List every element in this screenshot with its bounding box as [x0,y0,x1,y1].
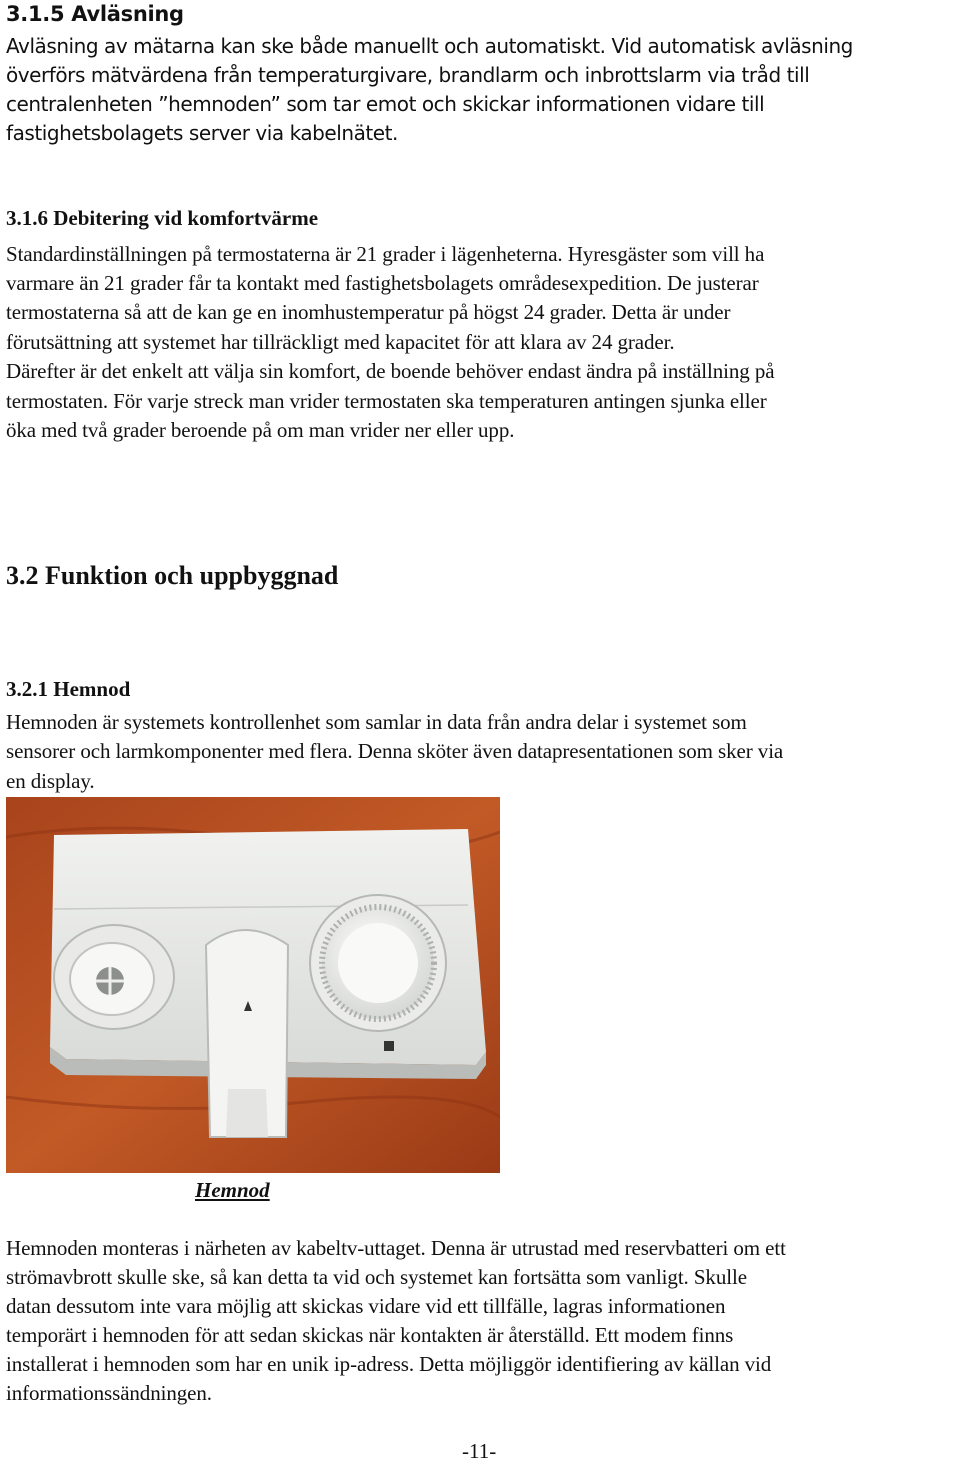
heading-3-2-1: 3.2.1 Hemnod [6,677,131,701]
heading-3-1-5: 3.1.5 Avläsning [6,2,184,26]
paragraph-line: förutsättning att systemet har tillräckligt med kapacitet för att klara av 24 grader. [6,330,675,354]
paragraph-line: datan dessutom inte vara möjlig att skickas vidare vid ett tillfälle, lagras informationen [6,1294,726,1318]
paragraph-line: temporärt i hemnoden för att sedan skickas när kontakten är återställd. Ett modem finns [6,1323,734,1347]
paragraph-line: Standardinställningen på termostaterna är 21 grader i lägenheterna. Hyresgäster som vill ha [6,242,765,266]
paragraph-line: Därefter är det enkelt att välja sin komfort, de boende behöver endast ändra på inställning på [6,359,775,383]
paragraph-line: termostaten. För varje streck man vrider termostaten ska temperaturen antingen sjunka eller [6,389,767,413]
photo-caption: Hemnod [195,1178,270,1202]
paragraph-line: informationssändningen. [6,1381,212,1405]
page-number: -11- [462,1439,497,1463]
paragraph-line: termostaterna så att de kan ge en inomhustemperatur på högst 24 grader. Detta är under [6,300,731,324]
paragraph-line: Avläsning av mätarna kan ske både manuellt och automatiskt. Vid automatisk avläsning [6,34,853,58]
paragraph-line: Hemnoden monteras i närheten av kabeltv-uttaget. Denna är utrustad med reservbatteri om ett [6,1236,786,1260]
paragraph-line: varmare än 21 grader får ta kontakt med fastighetsbolagets områdesexpedition. De justerar [6,271,759,295]
paragraph-line: centralenheten ”hemnoden” som tar emot och skickar informationen vidare till [6,92,765,116]
paragraph-line: installerat i hemnoden som har en unik ip-adress. Detta möjliggör identifiering av källan vid [6,1352,772,1376]
paragraph-line: överförs mätvärdena från temperaturgivare, brandlarm och inbrottslarm via tråd till [6,63,810,87]
hemnod-photo [6,797,500,1173]
paragraph-line: en display. [6,769,95,793]
paragraph-line: strömavbrott skulle ske, så kan detta ta vid och systemet kan fortsätta som vanligt. Skulle [6,1265,747,1289]
paragraph-line: öka med två grader beroende på om man vrider ner eller upp. [6,418,515,442]
paragraph-line: fastighetsbolagets server via kabelnätet. [6,121,398,145]
paragraph-line: Hemnoden är systemets kontrollenhet som samlar in data från andra delar i systemet som [6,710,747,734]
paragraph-line: sensorer och larmkomponenter med flera. Denna sköter även datapresentationen som sker via [6,739,784,763]
heading-3-2: 3.2 Funktion och uppbyggnad [6,561,339,590]
heading-3-1-6: 3.1.6 Debitering vid komfortvärme [6,206,319,230]
